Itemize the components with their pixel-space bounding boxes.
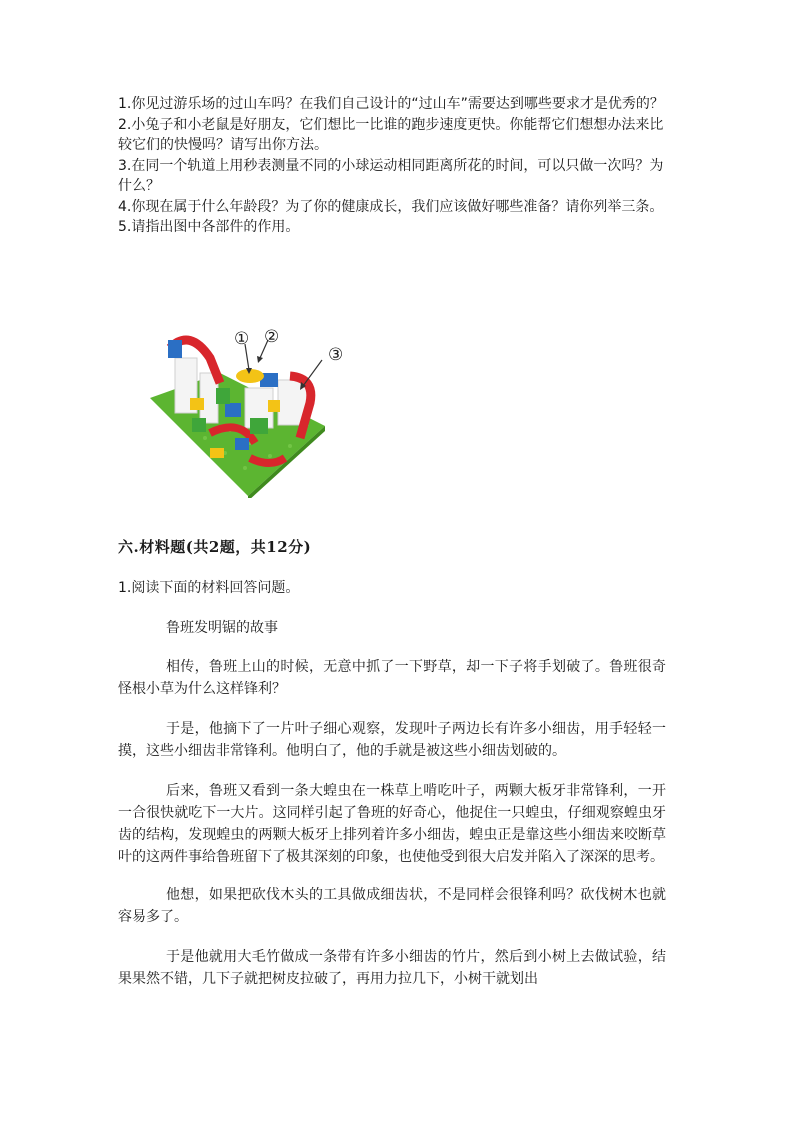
question-5: 5.请指出图中各部件的作用。: [118, 219, 300, 235]
question-4: 4.你现在属于什么年龄段？为了你的健康成长，我们应该做好哪些准备？请你列举三条。: [118, 198, 664, 215]
story-paragraph-5: 于是他就用大毛竹做成一条带有许多小细齿的竹片，然后到小树上去做试验，结果果然不错，几下子就把树皮拉破了，再用力拉几下，小树干就划出: [118, 949, 666, 987]
label-1: ①: [234, 329, 250, 349]
label-3: ③: [328, 345, 344, 365]
label-2: ②: [264, 327, 280, 347]
story-title: 鲁班发明锯的故事: [166, 620, 278, 636]
story-paragraph-3: 后来，鲁班又看到一条大蝗虫在一株草上啃吃叶子，两颗大板牙非常锋利，一开一合很快就吃下一大片。这同样引起了鲁班的好奇心，他捉住一只蝗虫，仔细观察蝗虫牙齿的结构，发现蝗虫的两颗大板牙上排列着许多小细齿，蝗虫正是靠这些小细齿来咬断草叶的这两件事给鲁班留下了极其深刻的印象，也使他受到很大启发并陷入了深深的思考。: [118, 783, 666, 865]
story-paragraph-1: 相传，鲁班上山的时候，无意中抓了一下野草，却一下子将手划破了。鲁班很奇怪根小草为什么这样锋利？: [118, 659, 666, 697]
question-1: 1.你见过游乐场的过山车吗？在我们自己设计的“过山车”需要达到哪些要求才是优秀的？: [118, 96, 664, 112]
material-question: 1.阅读下面的材料回答问题。: [118, 580, 300, 596]
question-2: 2.小兔子和小老鼠是好朋友，它们想比一比谁的跑步速度更快。你能帮它们想想办法来比较它们的快慢吗？请写出你方法。: [118, 116, 664, 153]
story-body: [118, 656, 666, 1008]
story-paragraph-4: 他想，如果把砍伐木头的工具做成细齿状，不是同样会很锋利吗？砍伐树木也就容易多了。: [118, 887, 666, 925]
block-track-figure: [150, 318, 360, 498]
story-paragraph-2: 于是，他摘下了一片叶子细心观察，发现叶子两边长有许多小细齿，用手轻轻一摸，这些小细齿非常锋利。他明白了，他的手就是被这些小细齿划破的。: [118, 721, 666, 759]
question-3: 3.在同一个轨道上用秒表测量不同的小球运动相同距离所花的时间，可以只做一次吗？为什么？: [118, 157, 664, 194]
question-list: [118, 94, 670, 238]
section-title: 六.材料题(共2题，共12分): [118, 538, 312, 556]
